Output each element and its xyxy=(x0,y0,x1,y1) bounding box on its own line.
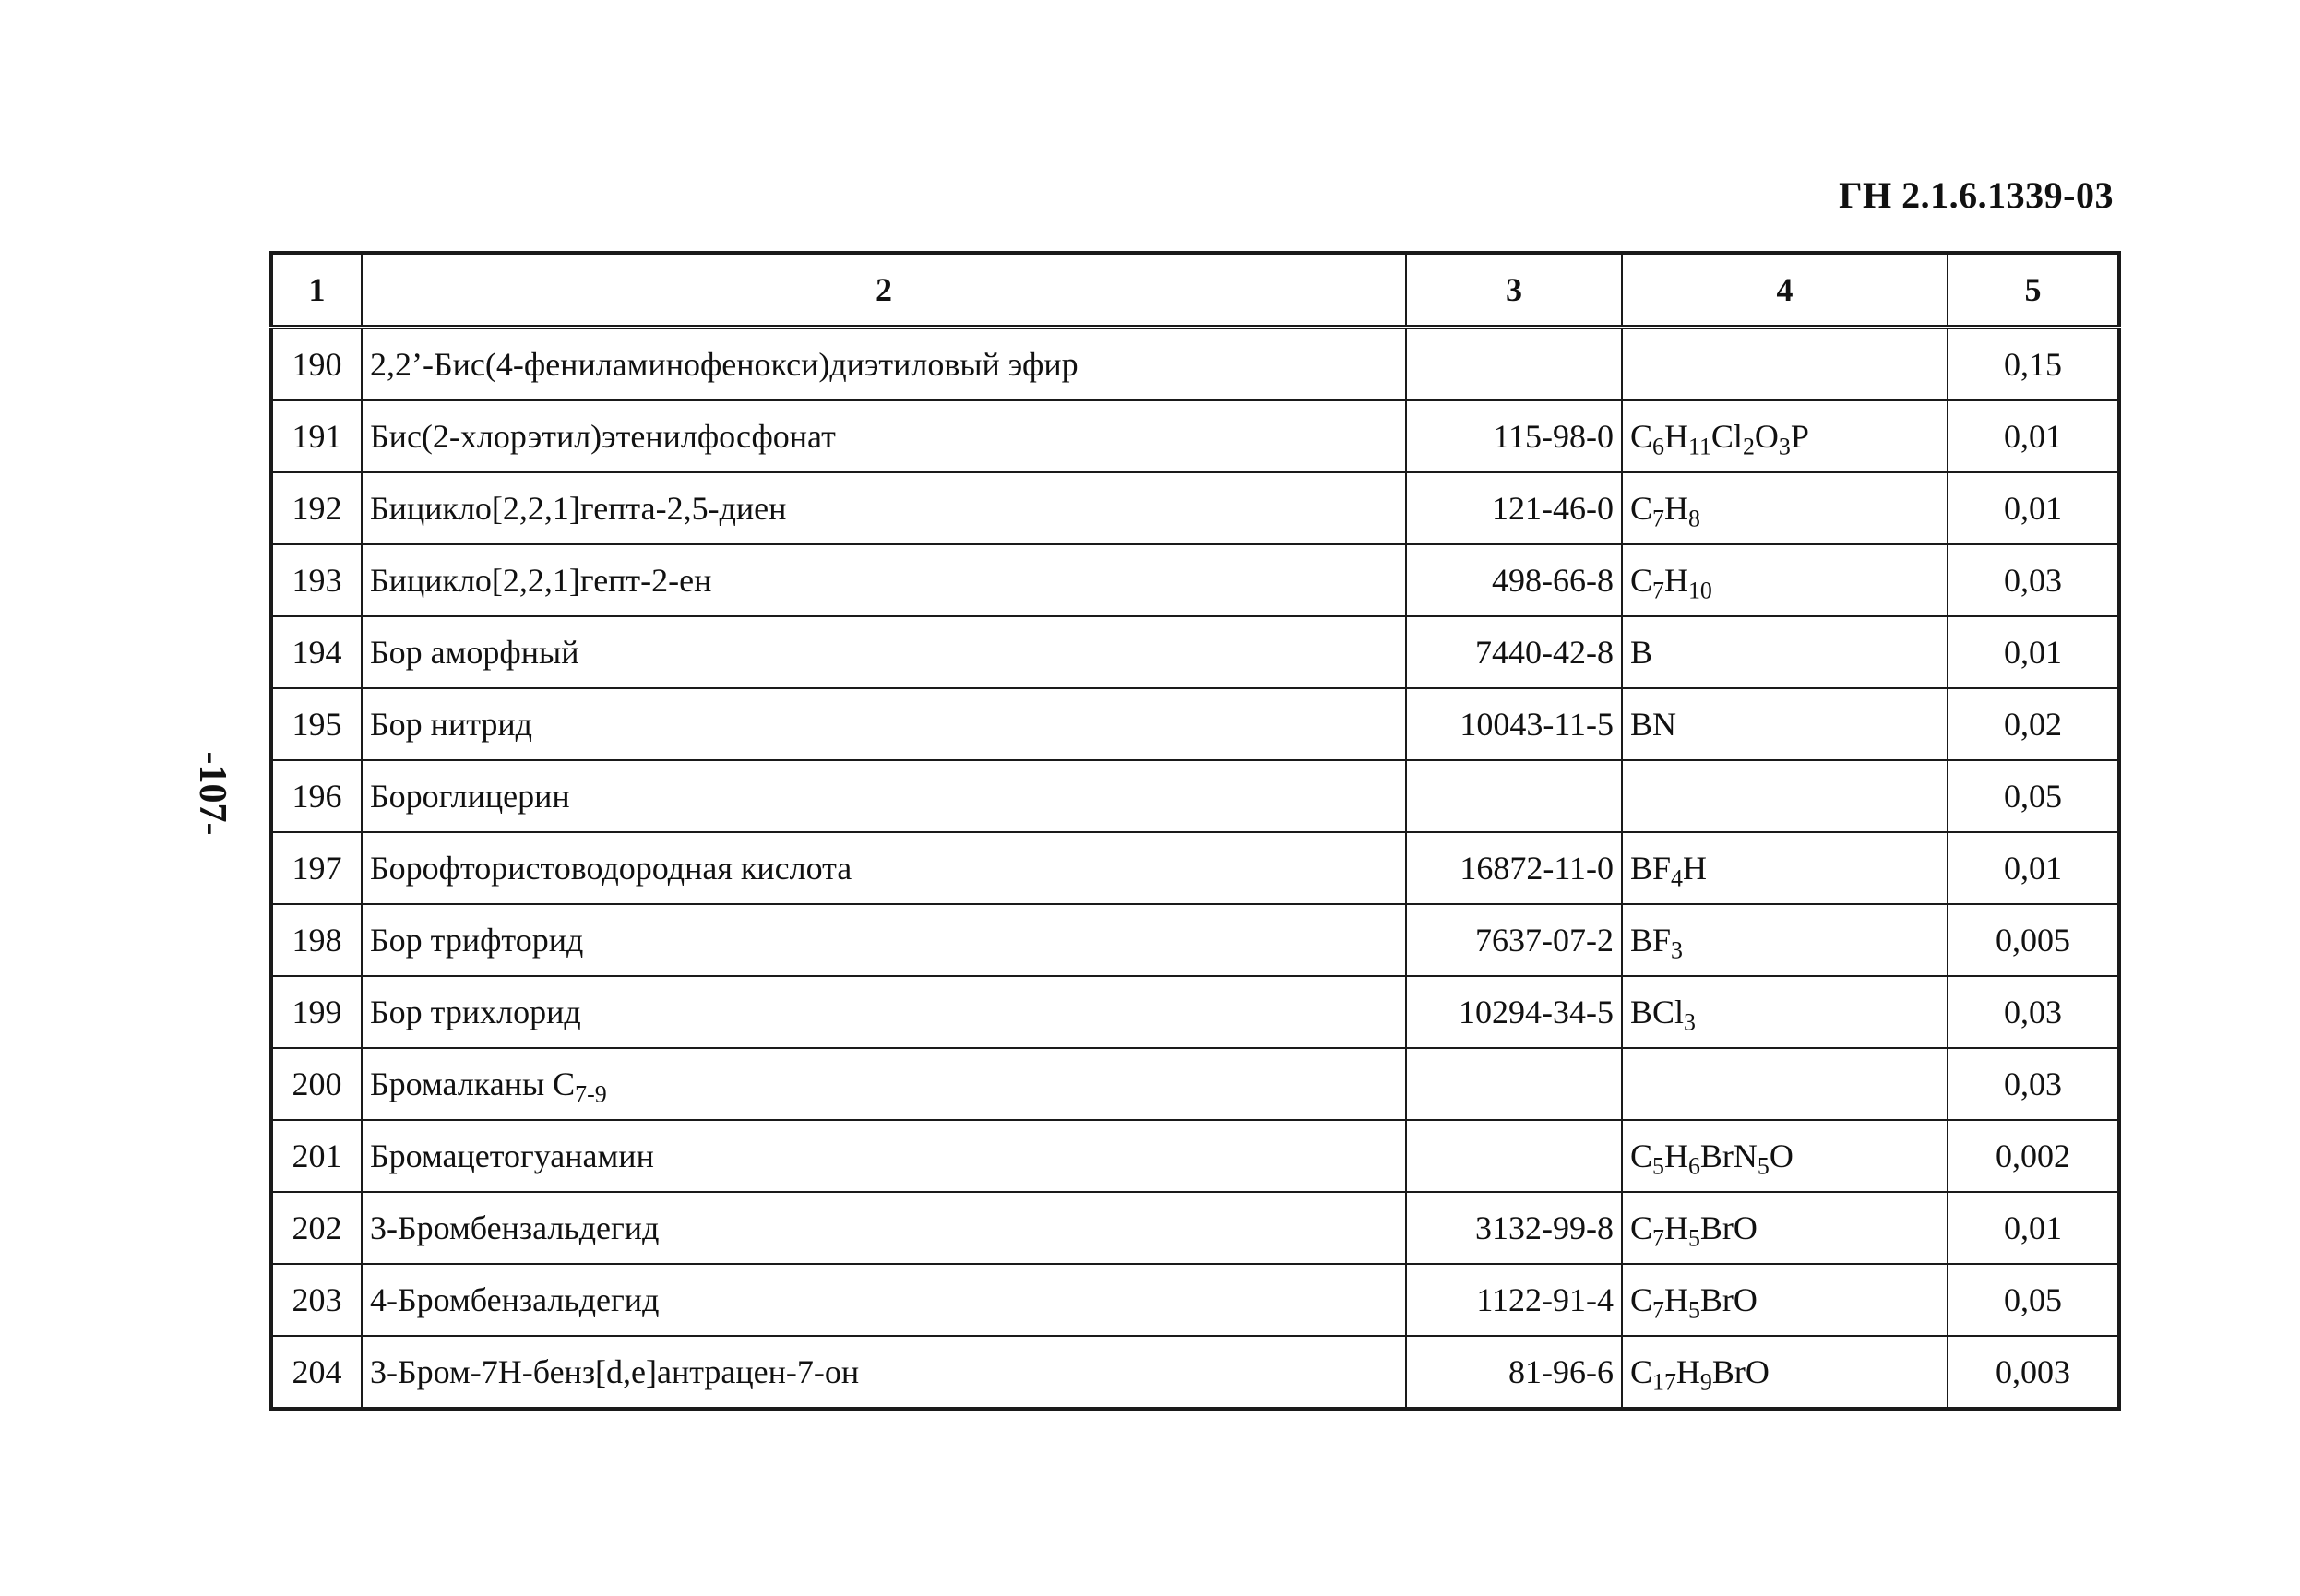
formula-cell: $C_7H_8$ xyxy=(1622,472,1948,544)
cas-number-cell: 121-46-0 xyxy=(1406,472,1622,544)
row-number-cell: 195 xyxy=(271,688,362,760)
page-number: -107- xyxy=(191,751,233,836)
row-number-cell: 204 xyxy=(271,1336,362,1409)
formula-cell: B xyxy=(1622,616,1948,688)
limit-value-cell: 0,01 xyxy=(1948,400,2119,472)
formula-cell: $C_5H_6BrN_5O$ xyxy=(1622,1120,1948,1192)
formula-cell: $C_7H_5BrO$ xyxy=(1622,1192,1948,1264)
limit-value-cell: 0,01 xyxy=(1948,832,2119,904)
row-number-cell: 194 xyxy=(271,616,362,688)
cas-number-cell: 7440-42-8 xyxy=(1406,616,1622,688)
formula-cell: $C_7H_5BrO$ xyxy=(1622,1264,1948,1336)
cas-number-cell: 498-66-8 xyxy=(1406,544,1622,616)
cas-number-cell: 1122-91-4 xyxy=(1406,1264,1622,1336)
limit-value-cell: 0,05 xyxy=(1948,760,2119,832)
substance-name-cell: Борофтористоводородная кислота xyxy=(362,832,1406,904)
substance-name-cell: Бицикло[2,2,1]гепт-2-ен xyxy=(362,544,1406,616)
formula-cell xyxy=(1622,328,1948,401)
table-row xyxy=(271,328,2119,401)
limit-value-cell: 0,002 xyxy=(1948,1120,2119,1192)
table-row xyxy=(271,688,2119,760)
limit-value-cell: 0,01 xyxy=(1948,616,2119,688)
table-row xyxy=(271,760,2119,832)
table-row xyxy=(271,400,2119,472)
row-number-cell: 203 xyxy=(271,1264,362,1336)
limit-value-cell: 0,05 xyxy=(1948,1264,2119,1336)
row-number-cell: 193 xyxy=(271,544,362,616)
row-number-cell: 201 xyxy=(271,1120,362,1192)
cas-number-cell xyxy=(1406,1048,1622,1120)
substance-name-cell: Бор трихлорид xyxy=(362,976,1406,1048)
substance-name-cell: Бромацетогуанамин xyxy=(362,1120,1406,1192)
table-row xyxy=(271,1192,2119,1264)
column-header-cas: 3 xyxy=(1406,253,1622,328)
row-number-cell: 191 xyxy=(271,400,362,472)
substance-name-cell: Бороглицерин xyxy=(362,760,1406,832)
cas-number-cell xyxy=(1406,760,1622,832)
limit-value-cell: 0,01 xyxy=(1948,1192,2119,1264)
substance-name-cell: Бис(2-хлорэтил)этенилфосфонат xyxy=(362,400,1406,472)
row-number-cell: 202 xyxy=(271,1192,362,1264)
formula-cell: $C_{17}H_9BrO$ xyxy=(1622,1336,1948,1409)
table-row xyxy=(271,544,2119,616)
substance-name-cell: 3-Бромбензальдегид xyxy=(362,1192,1406,1264)
formula-cell xyxy=(1622,1048,1948,1120)
column-header-number: 1 xyxy=(271,253,362,328)
row-number-cell: 190 xyxy=(271,328,362,401)
column-header-limit: 5 xyxy=(1948,253,2119,328)
formula-cell: $BF_3$ xyxy=(1622,904,1948,976)
table-row xyxy=(271,616,2119,688)
cas-number-cell: 81-96-6 xyxy=(1406,1336,1622,1409)
table-header-row xyxy=(271,253,2119,328)
substance-name-cell: Бицикло[2,2,1]гепта-2,5-диен xyxy=(362,472,1406,544)
table-row xyxy=(271,472,2119,544)
table-row xyxy=(271,832,2119,904)
formula-cell: BCl$_3$ xyxy=(1622,976,1948,1048)
formula-cell: $BF_4H$ xyxy=(1622,832,1948,904)
limit-value-cell: 0,003 xyxy=(1948,1336,2119,1409)
cas-number-cell: 7637-07-2 xyxy=(1406,904,1622,976)
substance-name-cell: Бор аморфный xyxy=(362,616,1406,688)
limit-value-cell: 0,005 xyxy=(1948,904,2119,976)
limit-value-cell: 0,01 xyxy=(1948,472,2119,544)
row-number-cell: 200 xyxy=(271,1048,362,1120)
formula-cell xyxy=(1622,760,1948,832)
limit-value-cell: 0,03 xyxy=(1948,976,2119,1048)
cas-number-cell: 10294-34-5 xyxy=(1406,976,1622,1048)
document-code: ГН 2.1.6.1339-03 xyxy=(1839,174,2114,216)
limit-value-cell: 0,02 xyxy=(1948,688,2119,760)
cas-number-cell: 16872-11-0 xyxy=(1406,832,1622,904)
formula-cell: $C_6H_{11}Cl_2O_3P$ xyxy=(1622,400,1948,472)
column-header-formula: 4 xyxy=(1622,253,1948,328)
substance-name-cell: 2,2’-Бис(4-фениламинофенокси)диэтиловый эфир xyxy=(362,328,1406,401)
cas-number-cell: 10043-11-5 xyxy=(1406,688,1622,760)
limit-value-cell: 0,15 xyxy=(1948,328,2119,401)
table-row xyxy=(271,1264,2119,1336)
substance-name-cell: 3-Бром-7H-бенз[d,e]антрацен-7-он xyxy=(362,1336,1406,1409)
cas-number-cell xyxy=(1406,1120,1622,1192)
row-number-cell: 197 xyxy=(271,832,362,904)
cas-number-cell: 3132-99-8 xyxy=(1406,1192,1622,1264)
substance-limits-table xyxy=(269,251,2121,1411)
limit-value-cell: 0,03 xyxy=(1948,1048,2119,1120)
table-row xyxy=(271,1336,2119,1409)
cas-number-cell: 115-98-0 xyxy=(1406,400,1622,472)
formula-cell: $C_7H_{10}$ xyxy=(1622,544,1948,616)
substance-name-cell: Бромалканы $C_{7-9}$ xyxy=(362,1048,1406,1120)
row-number-cell: 199 xyxy=(271,976,362,1048)
substance-name-cell: Бор нитрид xyxy=(362,688,1406,760)
formula-cell: BN xyxy=(1622,688,1948,760)
table-row xyxy=(271,904,2119,976)
row-number-cell: 198 xyxy=(271,904,362,976)
table-row xyxy=(271,976,2119,1048)
substance-name-cell: Бор трифторид xyxy=(362,904,1406,976)
cas-number-cell xyxy=(1406,328,1622,401)
limit-value-cell: 0,03 xyxy=(1948,544,2119,616)
row-number-cell: 196 xyxy=(271,760,362,832)
row-number-cell: 192 xyxy=(271,472,362,544)
table-row xyxy=(271,1048,2119,1120)
table-row xyxy=(271,1120,2119,1192)
table-body xyxy=(271,328,2119,1410)
substance-name-cell: 4-Бромбензальдегид xyxy=(362,1264,1406,1336)
column-header-name: 2 xyxy=(362,253,1406,328)
